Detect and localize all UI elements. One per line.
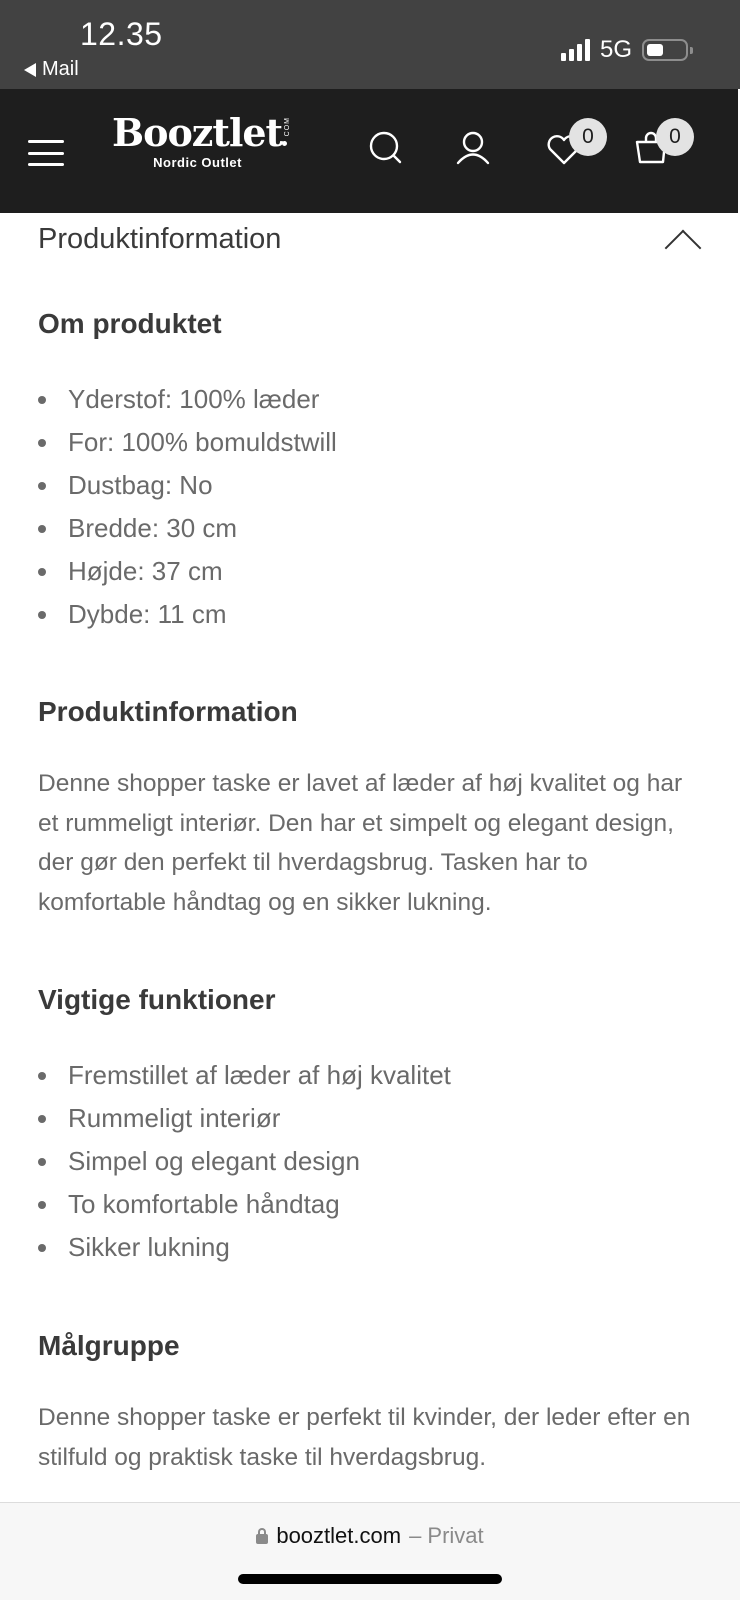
search-icon[interactable] <box>368 129 408 169</box>
logo-text: Booztlet <box>112 110 283 155</box>
browsing-mode: – Privat <box>409 1523 484 1548</box>
battery-icon <box>642 39 688 61</box>
wishlist-count-badge: 0 <box>569 118 607 156</box>
list-item: To komfortable håndtag <box>38 1183 451 1226</box>
list-item: Dybde: 11 cm <box>38 593 337 636</box>
network-type: 5G <box>599 36 632 63</box>
status-bar <box>0 0 740 89</box>
features-list <box>38 1054 451 1269</box>
list-item: Dustbag: No <box>38 464 337 507</box>
list-item: For: 100% bomuldstwill <box>38 421 337 464</box>
back-to-mail-button[interactable] <box>24 58 79 81</box>
section-title-info: Produktinformation <box>38 696 298 727</box>
section-title-about: Om produktet <box>38 308 222 339</box>
section-title-features: Vigtige funktioner <box>38 984 276 1015</box>
logo-suffix: COM <box>284 117 291 137</box>
logo-dot <box>282 141 287 146</box>
back-label: Mail <box>42 58 79 80</box>
list-item: Fremstillet af læder af høj kvalitet <box>38 1054 451 1097</box>
section-title-audience: Målgruppe <box>38 1330 180 1361</box>
logo[interactable] <box>112 110 291 170</box>
audience-description: Denne shopper taske er perfekt til kvinder, der leder efter en stilfuld og praktisk taske til hverdagsbrug. <box>38 1404 691 1471</box>
status-time: 12.35 <box>80 16 163 52</box>
about-list <box>38 378 337 636</box>
logo-tagline: Nordic Outlet <box>153 155 242 170</box>
chevron-up-icon[interactable] <box>665 230 702 267</box>
product-description: Denne shopper taske er lavet af læder af høj kvalitet og har et rummeligt interiør. Den har et simpelt og elegant design, der gør den perfekt til hverdagsbrug. Tasken har to komfortable håndtag og en sikker lukning. <box>38 770 683 916</box>
wishlist-button[interactable] <box>544 125 594 169</box>
cart-button[interactable] <box>634 125 681 169</box>
browser-bottom-bar <box>0 1502 740 1600</box>
list-item: Rummeligt interiør <box>38 1097 451 1140</box>
menu-icon[interactable] <box>28 140 64 166</box>
list-item: Bredde: 30 cm <box>38 507 337 550</box>
url-domain: booztlet.com <box>276 1523 402 1548</box>
list-item: Højde: 37 cm <box>38 550 337 593</box>
back-arrow-icon <box>24 63 36 77</box>
list-item: Simpel og elegant design <box>38 1140 451 1183</box>
site-header <box>0 89 738 213</box>
list-item: Yderstof: 100% læder <box>38 378 337 421</box>
signal-strength-icon <box>561 39 590 61</box>
cart-count-badge: 0 <box>656 118 694 156</box>
user-icon[interactable] <box>455 129 495 169</box>
address-bar[interactable] <box>0 1523 740 1549</box>
list-item: Sikker lukning <box>38 1226 451 1269</box>
accordion-header-produktinformation[interactable] <box>0 213 740 269</box>
lock-icon <box>256 1528 268 1544</box>
home-indicator[interactable] <box>238 1574 502 1584</box>
accordion-title: Produktinformation <box>38 223 282 255</box>
status-indicators <box>561 36 688 64</box>
